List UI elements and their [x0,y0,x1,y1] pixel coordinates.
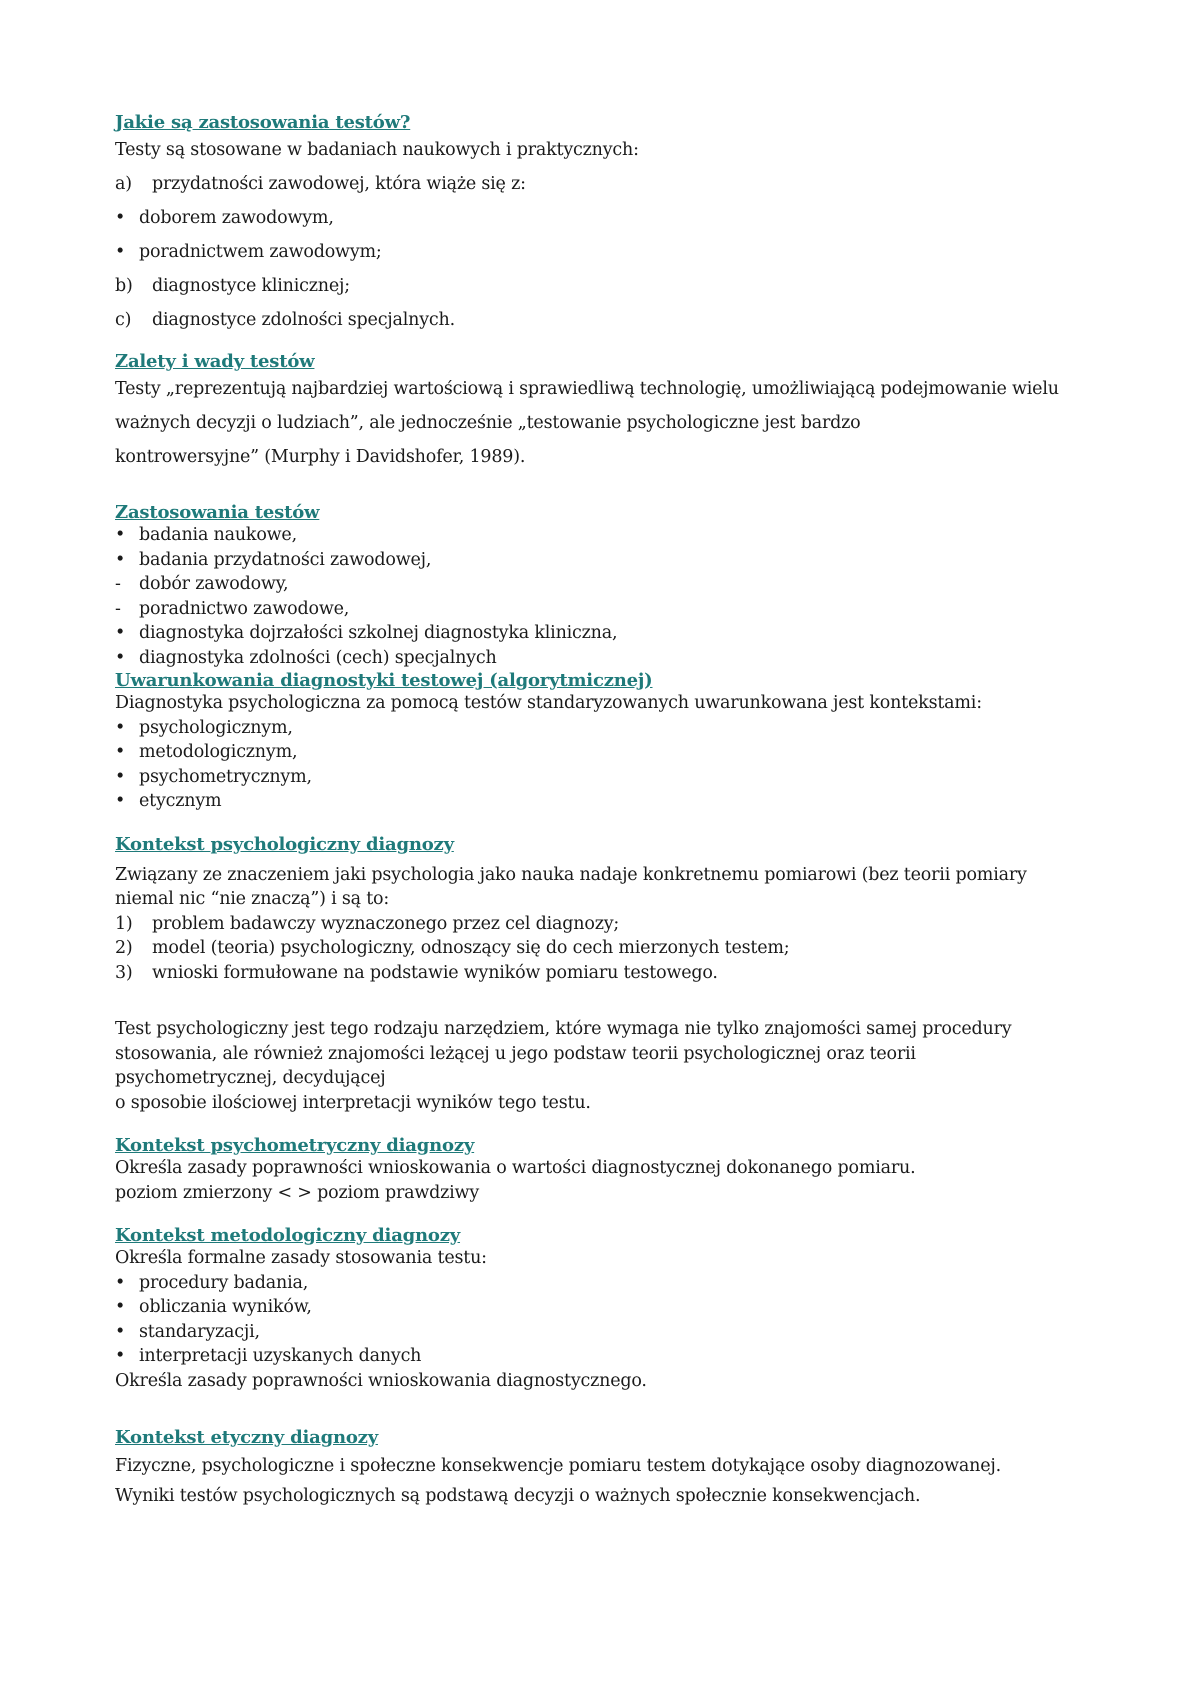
section-psychological-context [115,834,1095,1116]
numbered-list [115,912,1095,986]
list-item: • doborem zawodowym, [115,208,334,228]
list-item: • interpretacji uzyskanych danych [115,1346,422,1366]
list-item: • procedury badania, [115,1272,309,1293]
heading-ethical-context: Kontekst etyczny diagnozy [115,1427,378,1448]
paragraph-intro: Określa formalne zasady stosowania testu: [115,1248,487,1268]
list-item: b) diagnostyce klinicznej; [115,276,350,296]
paragraph-intro: Testy są stosowane w badaniach naukowych i praktycznych: [115,140,639,160]
heading-psychological-context: Kontekst psychologiczny diagnozy [115,833,454,855]
paragraph-line: Określa zasady poprawności wnioskowania o wartości diagnostycznej dokonanego pomiaru. [115,1158,916,1178]
list-item: • metodologicznym, [115,742,298,762]
paragraph-line: Związany ze znaczeniem jaki psychologia jako nauka nadaje konkretnemu pomiarowi (bez teorii pomiary [115,864,1027,885]
document-page [115,112,1095,1511]
paragraph-line: psychometrycznej, decydującej [115,1068,386,1088]
heading-test-applications-question: Jakie są zastosowania testów? [115,112,411,133]
list-item: • badania przydatności zawodowej, [115,549,432,570]
list-item: • diagnostyka zdolności (cech) specjalnych [115,647,497,668]
heading-pros-cons: Zalety i wady testów [115,351,315,372]
list-item: a) przydatności zawodowej, która wiąże się z: [115,174,526,194]
heading-methodological-context: Kontekst metodologiczny diagnozy [115,1225,461,1246]
list-item: 2) model (teoria) psychologiczny, odnoszący się do cech mierzonych testem; [115,938,790,958]
paragraph-line: niemal nic “nie znaczą”) i są to: [115,889,390,909]
paragraph-line: ważnych decyzji o ludziach”, ale jednocześnie „testowanie psychologiczne jest bardzo [115,413,861,433]
paragraph-line: Wyniki testów psychologicznych są podstawą decyzji o ważnych społecznie konsekwencjach. [115,1486,921,1506]
section-ethical-context [115,1425,1095,1511]
list-item: • psychometrycznym, [115,766,312,787]
paragraph-line: Test psychologiczny jest tego rodzaju narzędziem, które wymaga nie tylko znajomości samej procedury [115,1019,1012,1039]
heading-conditions: Uwarunkowania diagnostyki testowej (algorytmicznej) [115,670,653,691]
contexts-list [115,716,1095,814]
heading-psychometric-context: Kontekst psychometryczny diagnozy [115,1135,475,1156]
paragraph-intro: Diagnostyka psychologiczna za pomocą testów standaryzowanych uwarunkowana jest kontekstami: [115,693,982,713]
paragraph-line: o sposobie ilościowej interpretacji wyników tego testu. [115,1092,591,1113]
list-item: • etycznym [115,791,222,811]
list-item: • poradnictwem zawodowym; [115,242,382,262]
list-item: 3) wnioski formułowane na podstawie wyników pomiaru testowego. [115,962,718,983]
section-pros-cons [115,351,1095,474]
section-psychometric-context [115,1135,1095,1205]
list-item: • badania naukowe, [115,525,297,545]
paragraph-line: kontrowersyjne” (Murphy i Davidshofer, 1989). [115,447,526,467]
section-conditions [115,670,1095,814]
list-item: • diagnostyka dojrzałości szkolnej diagnostyka kliniczna, [115,623,618,643]
section-test-applications [115,502,1095,670]
heading-test-applications: Zastosowania testów [115,502,320,523]
rules-list [115,1271,1095,1369]
list-item: 1) problem badawczy wyznaczonego przez cel diagnozy; [115,913,620,934]
list-item: • psychologicznym, [115,717,293,738]
list-item: • standaryzacji, [115,1321,260,1342]
paragraph-line: Fizyczne, psychologiczne i społeczne konsekwencje pomiaru testem dotykające osoby diagnozowanej. [115,1456,1001,1476]
section-methodological-context [115,1225,1095,1393]
section-test-applications-question [115,112,1095,337]
list-item: - poradnictwo zawodowe, [115,598,350,619]
list-item: • obliczania wyników, [115,1297,312,1317]
list-item: c) diagnostyce zdolności specjalnych. [115,310,455,330]
list-item: - dobór zawodowy, [115,574,289,594]
paragraph-line: poziom zmierzony < > poziom prawdziwy [115,1182,480,1203]
paragraph-line: Testy „reprezentują najbardziej wartościową i sprawiedliwą technologię, umożliwiającą podejmowanie wielu [115,379,1059,399]
applications-list [115,523,1095,670]
application-list [115,167,1095,337]
paragraph-line: stosowania, ale również znajomości leżącej u jego podstaw teorii psychologicznej oraz teorii [115,1043,916,1064]
paragraph-outro: Określa zasady poprawności wnioskowania diagnostycznego. [115,1370,647,1391]
